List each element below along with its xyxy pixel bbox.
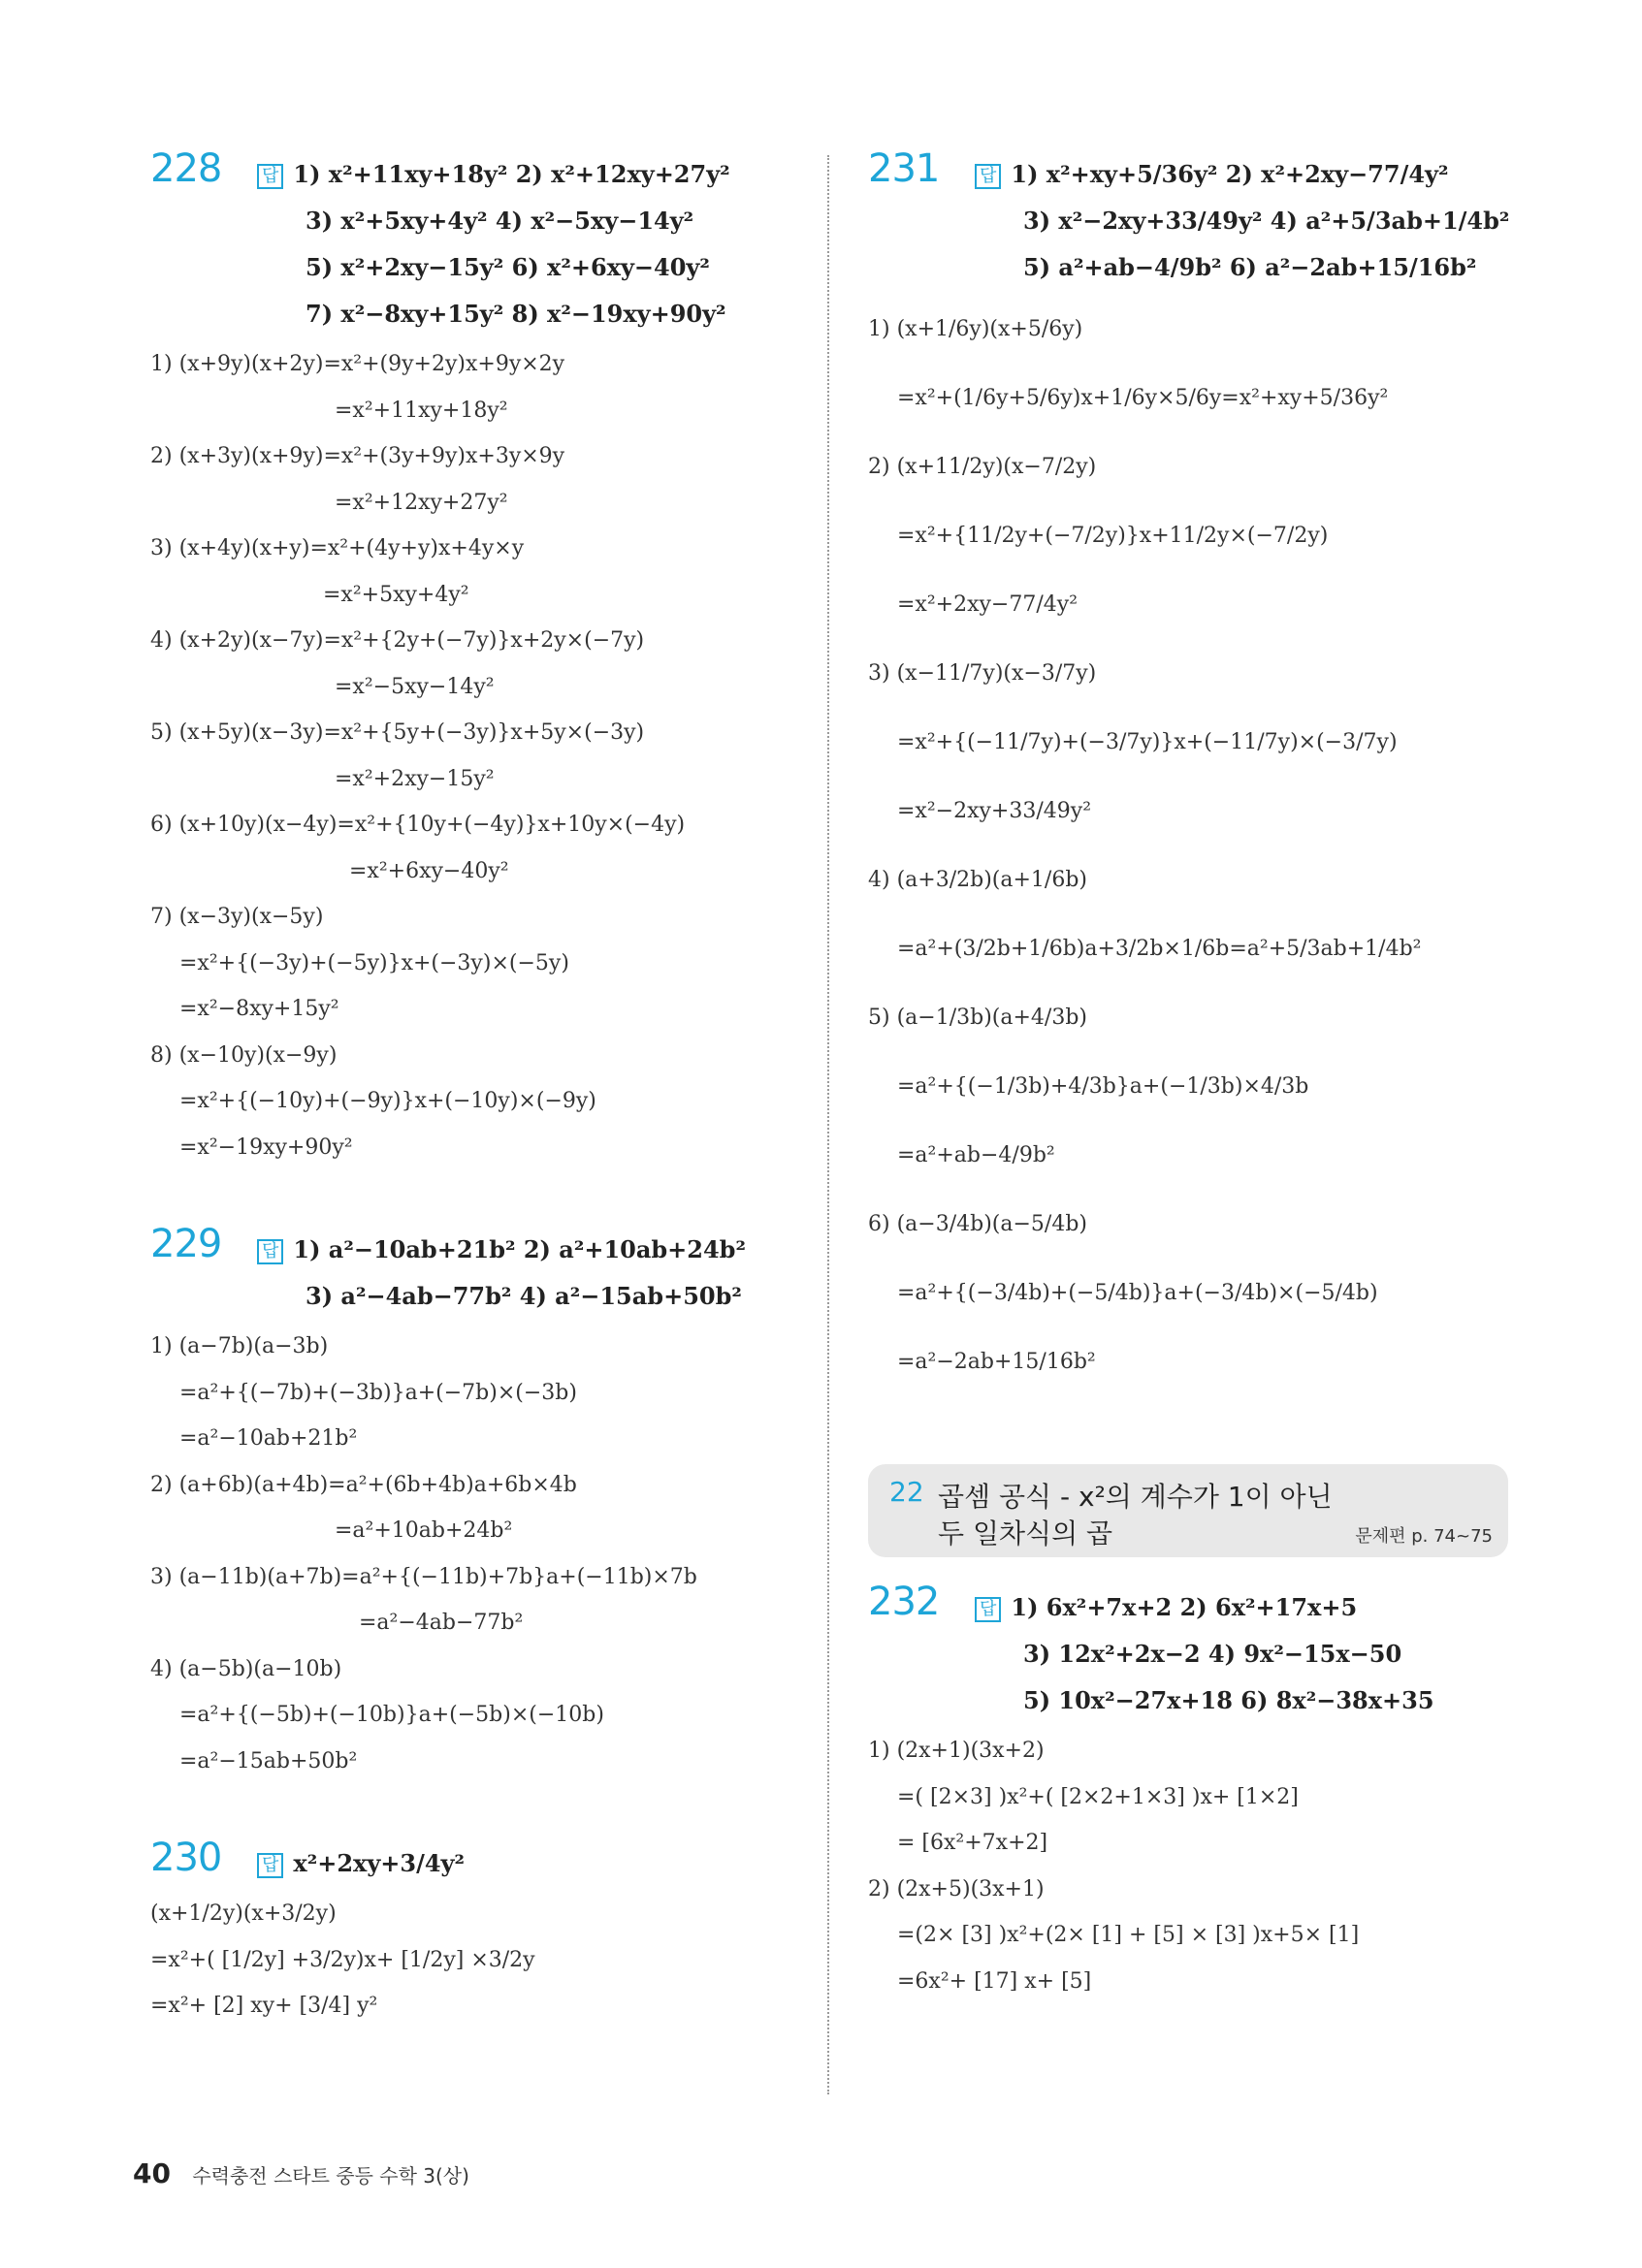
answer-line xyxy=(1023,1677,1508,1724)
answer-line xyxy=(1023,244,1508,291)
solution-line: =x²+2xy−15y² xyxy=(335,766,495,791)
section-title-line2: 두 일차식의 곱 xyxy=(938,1517,1113,1549)
problem-228 xyxy=(150,145,810,1170)
solution-line: =a²+10ab+24b² xyxy=(335,1518,513,1543)
answer-line xyxy=(257,1840,810,1887)
page-footer xyxy=(133,2157,469,2189)
answer-text: 1) x²+11xy+18y² 2) x²+12xy+27y² xyxy=(293,160,730,188)
section-title-line1: 곱셈 공식 - x²의 계수가 1이 아닌 xyxy=(938,1481,1333,1513)
solution-line: =x²+(1/6y+5/6y)x+1/6y×5/6y=x²+xy+5/36y² xyxy=(897,386,1389,410)
solution-line: =a²+{(−1/3b)+4/3b}a+(−1/3b)×4/3b xyxy=(897,1074,1309,1099)
solution-line: 1) (2x+1)(3x+2) xyxy=(868,1739,1045,1763)
solution-line: =x²+6xy−40y² xyxy=(349,858,509,883)
solution-line: =a²+{(−3/4b)+(−5/4b)}a+(−3/4b)×(−5/4b) xyxy=(897,1281,1378,1305)
answer-text: 5) 10x²−27x+18 6) 8x²−38x+35 xyxy=(1023,1686,1434,1714)
answer-text: 1) 6x²+7x+2 2) 6x²+17x+5 xyxy=(1011,1593,1358,1621)
solution-line: =x²+5xy+4y² xyxy=(323,582,469,607)
answer-line xyxy=(1023,1631,1508,1677)
solution-line: =a²+ab−4/9b² xyxy=(897,1143,1055,1167)
answer-text: 3) x²+5xy+4y² 4) x²−5xy−14y² xyxy=(306,207,694,235)
answer-block xyxy=(975,145,1508,291)
problem-230 xyxy=(150,1835,810,2029)
answer-text: 5) a²+ab−4/9b² 6) a²−2ab+15/16b² xyxy=(1023,253,1477,281)
answer-text: 3) a²−4ab−77b² 4) a²−15ab+50b² xyxy=(306,1282,742,1310)
answer-block xyxy=(257,1221,810,1320)
problem-number: 232 xyxy=(868,1580,940,1624)
solution-block xyxy=(868,1728,1508,2004)
page-number: 40 xyxy=(133,2157,171,2189)
solution-line: =x²+11xy+18y² xyxy=(335,398,508,423)
solution-line: 4) (a+3/2b)(a+1/6b) xyxy=(868,868,1087,892)
answer-badge: 답 xyxy=(257,164,283,189)
solution-block xyxy=(150,1891,810,2029)
solution-line: =x²−5xy−14y² xyxy=(335,674,495,699)
left-column xyxy=(150,145,810,2051)
solution-line: 4) (x+2y)(x−7y)=x²+{2y+(−7y)}x+2y×(−7y) xyxy=(150,628,645,653)
solution-line: =x²−2xy+33/49y² xyxy=(897,799,1092,823)
problem-number: 230 xyxy=(150,1836,222,1880)
solution-block xyxy=(150,1324,810,1784)
right-column xyxy=(868,145,1508,2026)
solution-line: 3) (x−11/7y)(x−3/7y) xyxy=(868,661,1097,686)
answer-text: 3) x²−2xy+33/49y² 4) a²+5/3ab+1/4b² xyxy=(1023,207,1510,235)
answer-line xyxy=(257,151,810,198)
answer-text: 7) x²−8xy+15y² 8) x²−19xy+90y² xyxy=(306,300,726,328)
solution-line: 4) (a−5b)(a−10b) xyxy=(150,1656,342,1681)
answer-line xyxy=(306,1273,810,1320)
problem-number: 231 xyxy=(868,146,940,191)
solution-line: =a²+(3/2b+1/6b)a+3/2b×1/6b=a²+5/3ab+1/4b² xyxy=(897,937,1422,961)
section-header xyxy=(868,1464,1508,1557)
problem-number: 229 xyxy=(150,1222,222,1266)
answer-line xyxy=(306,244,810,291)
answer-line xyxy=(306,291,810,337)
problem-229 xyxy=(150,1221,810,1784)
answer-text: 3) 12x²+2x−2 4) 9x²−15x−50 xyxy=(1023,1640,1402,1668)
solution-line: =a²−4ab−77b² xyxy=(359,1611,524,1635)
problem-231 xyxy=(868,145,1508,1396)
solution-line: 1) (a−7b)(a−3b) xyxy=(150,1334,329,1358)
answer-block xyxy=(975,1579,1508,1724)
solution-line: =x²+{(−10y)+(−9y)}x+(−10y)×(−9y) xyxy=(179,1089,596,1113)
solution-line: =a²+{(−5b)+(−10b)}a+(−5b)×(−10b) xyxy=(179,1703,604,1727)
solution-block xyxy=(868,295,1508,1396)
answer-line xyxy=(257,1227,810,1273)
solution-line: =(2× [3] )x²+(2× [1] + [5] × [3] )x+5× [1] xyxy=(897,1923,1360,1947)
answer-block xyxy=(257,145,810,337)
answer-badge: 답 xyxy=(975,164,1001,189)
solution-line: =a²−10ab+21b² xyxy=(179,1426,358,1451)
answer-badge: 답 xyxy=(257,1239,283,1264)
solution-block xyxy=(150,341,810,1170)
answer-text: x²+2xy+3/4y² xyxy=(293,1849,466,1877)
answer-badge: 답 xyxy=(257,1853,283,1878)
solution-line: 2) (a+6b)(a+4b)=a²+(6b+4b)a+6b×4b xyxy=(150,1472,577,1497)
solution-line: 6) (a−3/4b)(a−5/4b) xyxy=(868,1212,1087,1236)
section-reference: 문제편 p. 74~75 xyxy=(1355,1526,1493,1547)
column-divider xyxy=(827,155,829,2094)
solution-line: =x²+{(−11/7y)+(−3/7y)}x+(−11/7y)×(−3/7y) xyxy=(897,730,1398,754)
section-number: 22 xyxy=(889,1476,924,1508)
answer-block xyxy=(257,1835,810,1887)
solution-line: =x²+2xy−77/4y² xyxy=(897,592,1079,617)
answer-text: 1) a²−10ab+21b² 2) a²+10ab+24b² xyxy=(293,1235,746,1263)
solution-line: (x+1/2y)(x+3/2y) xyxy=(150,1901,337,1926)
solution-line: =x²+{(−3y)+(−5y)}x+(−3y)×(−5y) xyxy=(179,950,569,975)
answer-line xyxy=(975,151,1508,198)
solution-line: 2) (x+3y)(x+9y)=x²+(3y+9y)x+3y×9y xyxy=(150,444,565,468)
solution-line: =x²+{11/2y+(−7/2y)}x+11/2y×(−7/2y) xyxy=(897,524,1329,548)
solution-line: =x²+12xy+27y² xyxy=(335,490,508,515)
solution-line: 7) (x−3y)(x−5y) xyxy=(150,905,324,929)
solution-line: =a²−15ab+50b² xyxy=(179,1748,358,1773)
solution-line: = [6x²+7x+2] xyxy=(897,1831,1048,1855)
answer-text: 1) x²+xy+5/36y² 2) x²+2xy−77/4y² xyxy=(1011,160,1449,188)
problem-232 xyxy=(868,1579,1508,2004)
solution-line: =x²+( [1/2y] +3/2y)x+ [1/2y] ×3/2y xyxy=(150,1947,535,1972)
answer-line xyxy=(306,198,810,244)
answer-line xyxy=(1023,198,1508,244)
solution-line: =x²−19xy+90y² xyxy=(179,1134,353,1160)
solution-line: 2) (2x+5)(3x+1) xyxy=(868,1876,1045,1901)
solution-line: 3) (x+4y)(x+y)=x²+(4y+y)x+4y×y xyxy=(150,536,525,560)
answer-badge: 답 xyxy=(975,1597,1001,1622)
solution-line: 2) (x+11/2y)(x−7/2y) xyxy=(868,455,1097,479)
book-title: 수력충전 스타트 중등 수학 3(상) xyxy=(192,2164,469,2188)
solution-line: 8) (x−10y)(x−9y) xyxy=(150,1042,338,1068)
solution-line: 5) (x+5y)(x−3y)=x²+{5y+(−3y)}x+5y×(−3y) xyxy=(150,720,645,745)
solution-line: =x²+ [2] xy+ [3/4] y² xyxy=(150,1994,378,2018)
solution-line: 6) (x+10y)(x−4y)=x²+{10y+(−4y)}x+10y×(−4y) xyxy=(150,813,686,837)
solution-line: 3) (a−11b)(a+7b)=a²+{(−11b)+7b}a+(−11b)×7b xyxy=(150,1564,697,1589)
problem-number: 228 xyxy=(150,146,222,191)
solution-line: =a²+{(−7b)+(−3b)}a+(−7b)×(−3b) xyxy=(179,1380,577,1405)
answer-line xyxy=(975,1584,1508,1631)
solution-line: 1) (x+1/6y)(x+5/6y) xyxy=(868,317,1083,341)
solution-line: 1) (x+9y)(x+2y)=x²+(9y+2y)x+9y×2y xyxy=(150,352,565,376)
solution-line: =6x²+ [17] x+ [5] xyxy=(897,1968,1092,1994)
solution-line: 5) (a−1/3b)(a+4/3b) xyxy=(868,1006,1087,1030)
answer-text: 5) x²+2xy−15y² 6) x²+6xy−40y² xyxy=(306,253,710,281)
solution-line: =( [2×3] )x²+( [2×2+1×3] )x+ [1×2] xyxy=(897,1784,1299,1809)
solution-line: =a²−2ab+15/16b² xyxy=(897,1350,1096,1374)
solution-line: =x²−8xy+15y² xyxy=(179,997,339,1021)
